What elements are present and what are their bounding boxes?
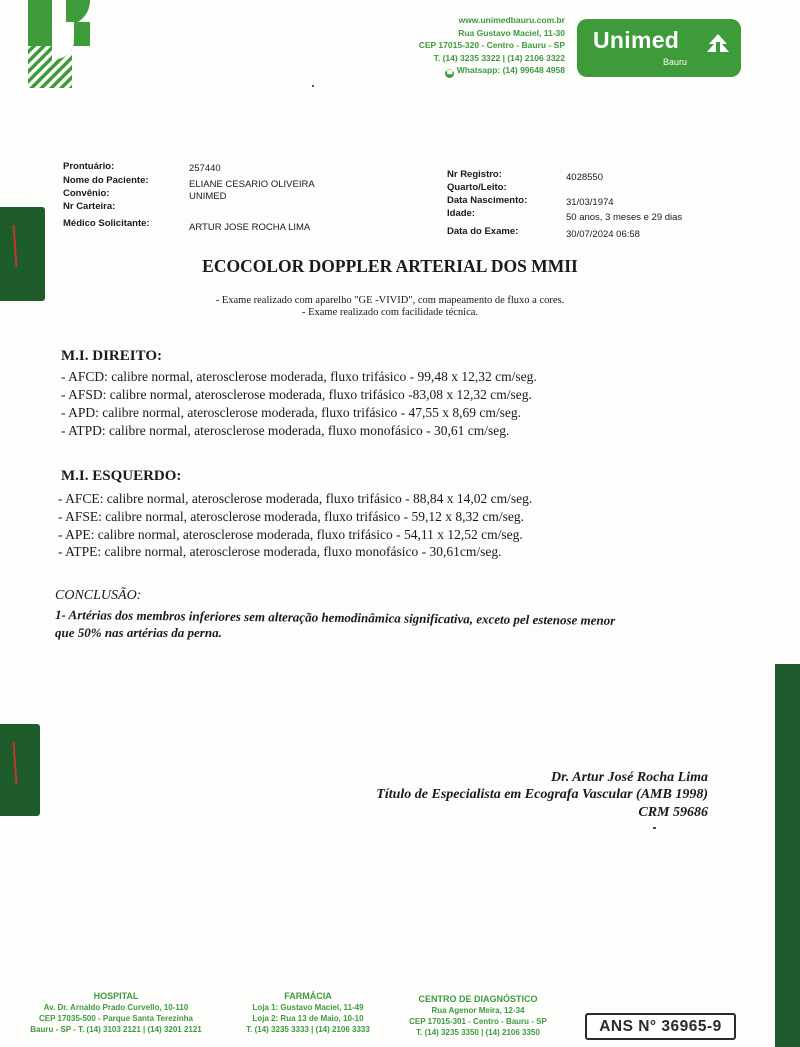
nome-label: Nome do Paciente: — [63, 175, 149, 186]
left-limb-title: M.I. ESQUERDO: — [61, 468, 182, 484]
farmacia-line: Loja 2: Rua 13 de Maio, 10-10 — [252, 1014, 364, 1023]
medico-label: Médico Solicitante: — [63, 218, 150, 229]
data-exame-label: Data do Exame: — [447, 226, 519, 237]
website-text: www.unimedbauru.com.br — [458, 15, 565, 25]
signature-crm: CRM 59686 — [638, 805, 708, 820]
unimed-cross-logo — [28, 0, 90, 88]
conclusion-line-2: que 50% nas artérias da perna. — [55, 625, 222, 640]
ans-registration-badge: ANS N° 36965-9 — [585, 1013, 736, 1040]
nascimento-value: 31/03/1974 — [566, 197, 614, 208]
contact-block — [419, 14, 565, 78]
registro-label: Nr Registro: — [447, 169, 502, 180]
carteira-label: Nr Carteira: — [63, 201, 116, 212]
prontuario-value: 257440 — [189, 163, 221, 174]
hospital-heading: HOSPITAL — [93, 991, 139, 1001]
page-edge-band — [775, 664, 800, 1047]
nome-value: ELIANE CESARIO OLIVEIRA — [189, 179, 315, 190]
exam-note-1: - Exame realizado com aparelho "GE -VIVID", com mapeamento de fluxo a cores. — [215, 295, 565, 306]
left-limb-line: - ATPE: calibre normal, aterosclerose moderada, fluxo monofásico - 30,61cm/seg. — [58, 544, 502, 559]
footer-hospital — [18, 991, 214, 1035]
idade-label: Idade: — [447, 208, 475, 219]
footer-diagnostico — [396, 994, 560, 1038]
conclusion-line-1: 1- Artérias dos membros inferiores sem alteração hemodinâmica significativa, exceto pel estenose menor — [54, 607, 616, 628]
whatsapp-icon: ☎ — [446, 70, 454, 76]
left-limb-line: - APE: calibre normal, aterosclerose moderada, fluxo trifásico - 54,11 x 12,52 cm/seg. — [58, 527, 523, 542]
convenio-label: Convênio: — [63, 188, 110, 199]
right-limb-line: - AFCD: calibre normal, aterosclerose moderada, fluxo trifásico - 99,48 x 12,32 cm/seg. — [61, 369, 537, 384]
footer-farmacia — [230, 991, 386, 1035]
conclusion-title: CONCLUSÃO: — [55, 588, 142, 603]
diagnostico-heading: CENTRO DE DIAGNÓSTICO — [418, 994, 538, 1004]
phones-text: T. (14) 3235 3322 | (14) 2106 3322 — [433, 52, 565, 63]
signature-title: Título de Especialista em Ecografa Vascular (AMB 1998) — [376, 787, 708, 802]
brand-city: Bauru — [663, 57, 688, 67]
medico-value: ARTUR JOSE ROCHA LIMA — [189, 222, 311, 233]
farmacia-heading: FARMÁCIA — [284, 991, 332, 1001]
nascimento-label: Data Nascimento: — [447, 195, 528, 206]
unimed-brand-badge — [577, 19, 741, 77]
idade-value: 50 anos, 3 meses e 29 dias — [566, 212, 683, 223]
left-limb-line: - AFCE: calibre normal, aterosclerose moderada, fluxo trifásico - 88,84 x 14,02 cm/seg. — [58, 491, 533, 506]
signature-name: Dr. Artur José Rocha Lima — [550, 770, 708, 785]
unimed-tree-icon — [705, 32, 731, 56]
farmacia-line: Loja 1: Gustavo Maciel, 11-49 — [252, 1003, 364, 1012]
right-limb-line: - AFSD: calibre normal, aterosclerose moderada, fluxo trifásico -83,08 x 12,32 cm/seg. — [61, 387, 532, 402]
left-limb-line: - AFSE: calibre normal, aterosclerose moderada, fluxo trifásico - 59,12 x 8,32 cm/seg. — [58, 509, 524, 524]
prontuario-label: Prontuário: — [63, 161, 115, 172]
diagnostico-line: Rua Agenor Meira, 12-34 — [431, 1006, 525, 1015]
cep-text: CEP 17015-320 - Centro - Bauru - SP — [418, 40, 565, 50]
diagnostico-line: CEP 17015-301 - Centro - Bauru - SP — [409, 1017, 547, 1026]
hospital-line: Av. Dr. Arnaldo Prado Curvello, 10-110 — [43, 1003, 189, 1012]
binder-clip-top — [0, 207, 45, 301]
hospital-line: CEP 17035-500 - Parque Santa Terezinha — [39, 1014, 193, 1023]
exam-note-2: - Exame realizado com facilidade técnica. — [301, 307, 479, 318]
mark-dot — [653, 827, 656, 829]
brand-name: Unimed — [593, 27, 680, 53]
exam-title: ECOCOLOR DOPPLER ARTERIAL DOS MMII — [202, 256, 578, 276]
address-text: Rua Gustavo Maciel, 11-30 — [458, 27, 565, 38]
binder-clip-bottom — [0, 724, 40, 816]
farmacia-line: T. (14) 3235 3333 | (14) 2106 3333 — [246, 1025, 370, 1034]
right-limb-line: - ATPD: calibre normal, aterosclerose moderada, fluxo monofásico - 30,61 cm/seg. — [61, 423, 510, 438]
quarto-label: Quarto/Leito: — [447, 182, 507, 193]
whatsapp-text: Whatsapp: (14) 99648 4958 — [456, 65, 565, 75]
right-limb-line: - APD: calibre normal, aterosclerose moderada, fluxo trifásico - 47,55 x 8,69 cm/seg. — [61, 405, 521, 420]
registro-value: 4028550 — [566, 172, 603, 183]
convenio-value: UNIMED — [189, 191, 227, 202]
right-limb-title: M.I. DIREITO: — [61, 348, 162, 364]
hospital-line: Bauru - SP - T. (14) 3103 2121 | (14) 3201 2121 — [30, 1025, 202, 1034]
header-dot — [312, 85, 314, 87]
whatsapp-line — [419, 64, 565, 78]
diagnostico-line: T. (14) 3235 3350 | (14) 2106 3350 — [416, 1028, 540, 1037]
data-exame-value: 30/07/2024 06:58 — [566, 229, 640, 240]
